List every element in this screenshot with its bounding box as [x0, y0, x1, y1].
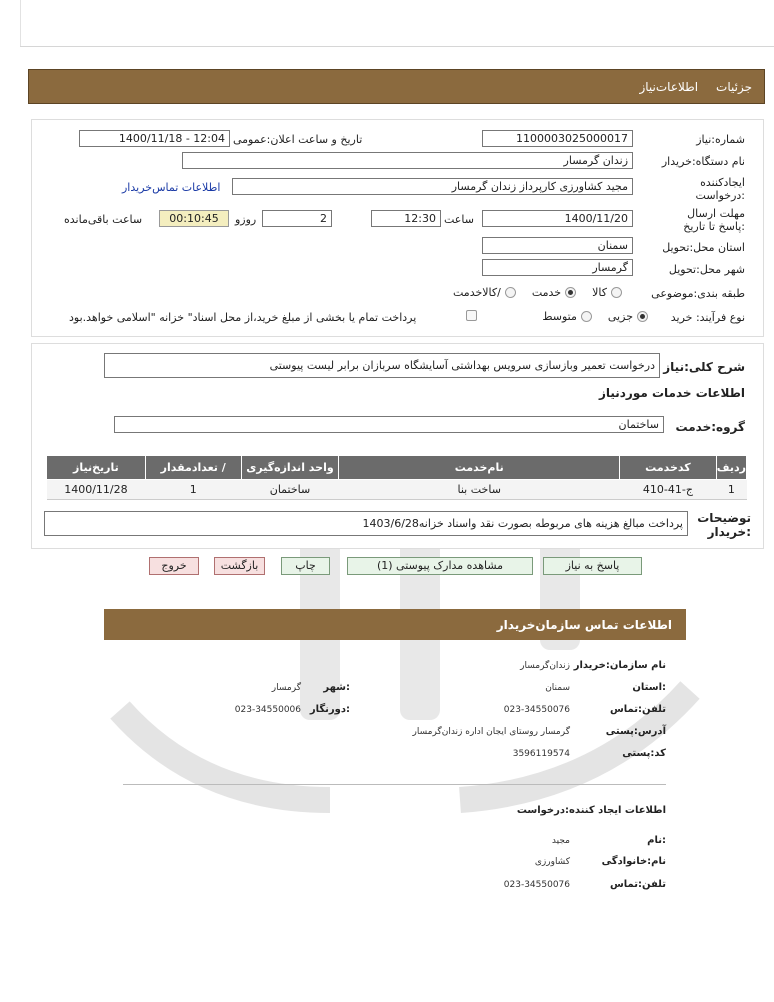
creator-family-label: نام:خانوادگی	[601, 856, 666, 867]
services-title: اطلاعات خدمات موردنیاز	[598, 386, 745, 400]
province-label: استان محل:تحویل	[662, 241, 745, 254]
address-value: گرمسار روستای ایجان اداره زندان‌گرمسار	[412, 727, 570, 737]
need-number-label: شماره:نیاز	[696, 133, 745, 146]
description-label: شرح کلی:نیاز	[663, 360, 745, 374]
city-label: شهر محل:تحویل	[668, 263, 745, 276]
contact-city-label: :شهر	[323, 682, 350, 693]
category-label: طبقه بندی:موضوعی	[651, 287, 745, 300]
fax-label: :دورنگار	[309, 704, 350, 715]
creator-name-value: مجید	[551, 836, 570, 846]
buyer-contact-link[interactable]: اطلاعات تماس‌خریدار	[122, 181, 221, 194]
table-row	[47, 480, 747, 500]
description-field: درخواست تعمیر وبازسازی سرویس بهداشتی آسایشگاه سربازان برابر لیست پیوستی	[104, 353, 660, 378]
deadline-time-field: 12:30	[371, 210, 441, 227]
tab-details[interactable]: جزئیات	[716, 79, 752, 94]
category-option-goods-service[interactable]: /کالاخدمت	[453, 286, 516, 299]
announce-field: 1400/11/18 - 12:04	[79, 130, 230, 147]
postal-code-value: 3596119574	[512, 749, 570, 759]
col-name: نام‌خدمت	[339, 456, 620, 480]
category-option-service[interactable]: خدمت	[532, 286, 576, 299]
buyer-notes-label: توضیحات :خریدار	[697, 511, 751, 539]
col-code: کدخدمت	[620, 456, 717, 480]
cell-name: ساخت بنا	[339, 480, 620, 500]
address-label: آدرس:پستی	[605, 726, 666, 737]
back-button[interactable]: بازگشت	[214, 557, 265, 575]
announce-label: تاریخ و ساعت اعلان:عمومی	[233, 133, 363, 146]
service-group-field: ساختمان	[114, 416, 664, 433]
cell-date: 1400/11/28	[47, 480, 146, 500]
page-edge-line	[20, 0, 21, 46]
process-label: نوع فرآیند: خرید	[670, 311, 745, 324]
deadline-time-label: ساعت	[444, 213, 474, 226]
process-radio-group	[532, 310, 648, 323]
creator-field: مجید کشاورزی کارپرداز زندان گرمسار	[232, 178, 633, 195]
details-header	[28, 69, 765, 104]
page-top-line	[20, 46, 774, 47]
fax-value: 023-34550006	[234, 705, 301, 715]
creator-label: ایجادکننده :درخواست	[695, 176, 745, 202]
tab-need-info[interactable]: اطلاعات‌نیاز	[639, 79, 699, 94]
col-unit: واحد اندازه‌گیری	[241, 456, 339, 480]
buyer-org-field: زندان گرمسار	[182, 152, 633, 169]
org-name-value: زندان‌گرمسار	[520, 661, 570, 671]
creator-info-title: اطلاعات ایجاد کننده:درخواست	[516, 805, 666, 816]
category-radio-group	[443, 286, 622, 299]
days-label: روزو	[235, 213, 257, 226]
org-name-label: نام سازمان:خریدار	[573, 660, 666, 671]
buyer-contact-header: اطلاعات تماس سازمان‌خریدار	[104, 609, 686, 640]
phone-value: 023-34550076	[503, 705, 570, 715]
col-row: ردیف	[716, 456, 746, 480]
city-field: گرمسار	[482, 259, 633, 276]
cell-qty: 1	[145, 480, 241, 500]
contact-province-value: سمنان	[545, 683, 570, 693]
buyer-org-label: نام دستگاه:خریدار	[661, 155, 745, 168]
buyer-notes-field: پرداخت مبالغ هزینه های مربوطه بصورت نقد واسناد خزانه1403/6/28	[44, 511, 688, 536]
view-attachments-button[interactable]: مشاهده مدارک پیوستی (1)	[347, 557, 533, 575]
services-table	[46, 455, 747, 500]
creator-family-value: کشاورزی	[534, 857, 570, 867]
reply-button[interactable]: پاسخ به نیاز	[543, 557, 642, 575]
contact-city-value: گرمسار	[271, 683, 301, 693]
deadline-date-field: 1400/11/20	[482, 210, 633, 227]
province-field: سمنان	[482, 237, 633, 254]
section-divider	[123, 784, 666, 785]
remaining-timer: 00:10:45	[159, 210, 229, 227]
exit-button[interactable]: خروج	[149, 557, 199, 575]
process-option-minor[interactable]: جزیی	[608, 310, 648, 323]
service-group-label: گروه:خدمت	[675, 420, 745, 434]
phone-label: تلفن:تماس	[609, 704, 666, 715]
category-option-goods[interactable]: کالا	[592, 286, 622, 299]
cell-row: 1	[716, 480, 746, 500]
process-option-medium[interactable]: متوسط	[542, 310, 592, 323]
cell-unit: ساختمان	[241, 480, 339, 500]
remaining-label: ساعت باقی‌مانده	[64, 213, 143, 226]
cell-code: ج-41-410	[620, 480, 717, 500]
treasury-payment-checkbox[interactable]	[466, 310, 477, 321]
contact-province-label: :استان	[632, 682, 666, 693]
need-number-field: 1100003025000017	[482, 130, 633, 147]
table-header-row	[47, 456, 747, 480]
deadline-label: مهلت ارسال :پاسخ تا تاریخ	[683, 207, 745, 233]
col-qty: / تعدادمقدار	[145, 456, 241, 480]
days-field: 2	[262, 210, 332, 227]
creator-phone-label: تلفن:تماس	[609, 879, 666, 890]
col-date: تاریخ‌نیاز	[47, 456, 146, 480]
creator-phone-value: 023-34550076	[503, 880, 570, 890]
creator-name-label: :نام	[647, 835, 666, 846]
treasury-payment-note: پرداخت تمام یا بخشی از مبلغ خرید،از محل اسناد" خزانه "اسلامی خواهد.بود	[69, 311, 417, 324]
postal-code-label: کد:پستی	[622, 748, 666, 759]
print-button[interactable]: چاپ	[281, 557, 330, 575]
